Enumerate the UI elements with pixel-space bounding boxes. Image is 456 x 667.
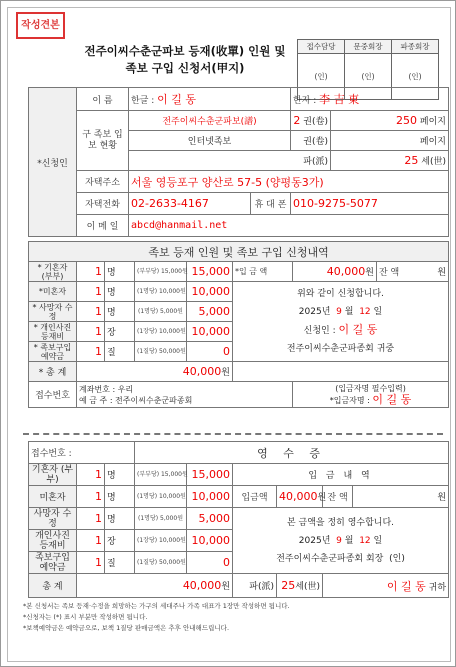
receipt-amount-photo[interactable]: 10,000 — [187, 530, 233, 552]
hanja-name-cell[interactable] — [291, 88, 449, 111]
detail-table — [28, 241, 449, 408]
applicant-table — [28, 87, 449, 237]
receipt-generation-unit: 세(世) — [295, 582, 321, 592]
mobile-value[interactable]: 010-9275-5077 — [291, 193, 449, 215]
receipt-number-label: 접수번호 — [29, 382, 77, 408]
detail-total-value: 40,000 — [182, 365, 222, 378]
receipt-unit-single: 명 — [105, 486, 135, 508]
receipt-qty-deceased[interactable]: 1 — [77, 508, 105, 530]
hangul-label: 한글 : — [131, 96, 155, 106]
title-line-2: 족보 구입 신청서(甲지) — [125, 61, 245, 75]
detail-amount-single[interactable]: 10,000 — [187, 282, 233, 302]
depositor-note: (입금자명 필수입력) — [335, 384, 406, 393]
detail-amount-photo[interactable]: 10,000 — [187, 322, 233, 342]
detail-amount-married[interactable]: 15,000 — [187, 262, 233, 282]
receipt-org-line — [235, 550, 446, 568]
volume-cell[interactable] — [291, 111, 331, 131]
account-cell — [77, 382, 293, 408]
signer-name: 이 길 동 — [338, 323, 378, 336]
application-statement: 위와 같이 신청합니다. — [297, 289, 384, 299]
internet-book-label[interactable]: 인터넷족보 — [129, 131, 291, 151]
detail-price-note-photo: (1장당) 10,000원 — [137, 327, 186, 335]
signer-label: 신청인 : — [303, 326, 336, 336]
receipt-unit-married: 명 — [105, 464, 135, 486]
deposit-won: 원 — [365, 268, 374, 278]
detail-price-note-deceased: (1명당) 5,000원 — [138, 307, 183, 315]
date-year-unit: 년 — [321, 307, 331, 317]
receipt-amount-reservation[interactable]: 0 — [187, 552, 233, 574]
detail-qty-photo[interactable]: 1 — [77, 322, 105, 342]
deposit-label: *입 금 액 — [233, 262, 293, 282]
title-line-1: 전주이씨수춘군파보 등재(收單) 인원 및 — [84, 44, 286, 58]
old-book-label: 구 족보 입보 현황 — [77, 111, 129, 171]
applicant-section-label: *신청인 — [29, 88, 77, 237]
receipt-qty-married[interactable]: 1 — [77, 464, 105, 486]
hangul-name-cell[interactable] — [129, 88, 291, 111]
receipt-amount-single[interactable]: 10,000 — [187, 486, 233, 508]
page-cell[interactable] — [331, 111, 449, 131]
generation-unit: 세(世) — [421, 157, 446, 167]
depositor-cell[interactable] — [293, 382, 449, 408]
detail-row-label-reservation: * 족보구입 예약금 — [29, 342, 77, 362]
receipt-qty-photo[interactable]: 1 — [77, 530, 105, 552]
signer-line — [235, 321, 446, 340]
approval-header-receipt: 접수담당 — [298, 40, 345, 54]
footnote-3: *보책예약금은 예약금으로, 보책 1질당 판매금액은 추후 안내해드립니다. — [23, 624, 230, 632]
receipt-name: 이 길 동 — [386, 579, 426, 593]
receipt-deposit-label: 입금액 — [233, 486, 277, 508]
form-title — [75, 43, 295, 77]
receipt-date — [235, 532, 446, 550]
date-year: 2025 — [298, 307, 322, 317]
receipt-unit-photo: 장 — [105, 530, 135, 552]
detail-unit-single: 명 — [105, 282, 135, 302]
receipt-price-note-single: (1명당) 10,000원 — [137, 492, 186, 500]
detail-header: 족보 등재 인원 및 족보 구입 신청내역 — [29, 242, 449, 262]
cut-line — [23, 433, 443, 435]
approval-header-chairman: 문중회장 — [345, 40, 392, 54]
receipt-table — [28, 441, 449, 598]
receipt-statement: 본 금액을 정히 영수합니다. — [286, 517, 395, 528]
receipt-deposit-won: 원 — [317, 493, 327, 503]
approval-seal-2: (인) — [345, 54, 392, 100]
detail-row-label-deceased: * 사망자 수 정 — [29, 302, 77, 322]
detail-amount-deceased[interactable]: 5,000 — [187, 302, 233, 322]
detail-qty-reservation[interactable]: 1 — [77, 342, 105, 362]
sample-stamp: 작성견본 — [16, 12, 65, 39]
detail-unit-deceased: 명 — [105, 302, 135, 322]
branch-prefix[interactable]: 파(派) — [129, 151, 331, 171]
page-value: 250 — [396, 114, 418, 127]
balance-label: 잔 액 — [379, 268, 400, 278]
generation-value: 25 — [404, 154, 419, 167]
account-number: 계좌번호 : 우리 — [79, 384, 134, 394]
receipt-generation-cell[interactable] — [277, 574, 323, 598]
receipt-statement-cell — [233, 508, 449, 574]
application-statement-cell — [233, 282, 449, 362]
volume-value: 2 — [293, 114, 301, 127]
receipt-row-label-reservation: 족보구입 예약금 — [29, 552, 77, 574]
date-day-unit: 일 — [373, 307, 383, 317]
receipt-price-note-married: (부부당) 15,000원 — [137, 470, 188, 478]
balance-won: 원 — [437, 268, 447, 278]
receipt-row-label-deceased: 사망자 수 정 — [29, 508, 77, 530]
receipt-deposit-header: 입 금 내 역 — [233, 464, 449, 486]
receipt-header: 영 수 증 — [135, 442, 449, 464]
detail-qty-deceased[interactable]: 1 — [77, 302, 105, 322]
detail-unit-married: 명 — [105, 262, 135, 282]
approval-header-branch: 파종회장 — [392, 40, 439, 54]
receipt-row-label-married: 기혼자 (부부) — [29, 464, 77, 486]
deposit-value: 40,000 — [326, 265, 366, 278]
detail-row-label-married: * 기혼자 (부부) — [29, 262, 77, 282]
detail-price-note-single: (1명당) 10,000원 — [137, 287, 186, 295]
receipt-balance-label: 잔 액 — [323, 486, 353, 508]
receipt-org: 전주이씨수춘군파종회 회장 — [276, 553, 384, 564]
receipt-date-month: 9 — [336, 535, 342, 546]
page2-cell[interactable]: 페이지 — [331, 131, 449, 151]
address-label: 자택주소 — [77, 171, 129, 193]
receipt-honorific: 귀하 — [428, 582, 447, 593]
receipt-amount-deceased[interactable]: 5,000 — [187, 508, 233, 530]
detail-price-note-reservation: (1질당) 50,000원 — [137, 347, 186, 355]
receipt-generation-value: 25 — [281, 579, 296, 592]
hanja-name: 李 吉 東 — [319, 93, 360, 106]
phone-value[interactable]: 02-2633-4167 — [129, 193, 251, 215]
detail-total-spacer — [233, 362, 449, 382]
receipt-name-cell[interactable] — [323, 574, 449, 598]
detail-unit-photo: 장 — [105, 322, 135, 342]
receipt-date-month-unit: 월 — [344, 535, 354, 546]
receipt-deposit-value: 40,000 — [279, 490, 318, 503]
date-day: 12 — [359, 307, 371, 317]
receipt-price-note-reservation: (1질당) 50,000원 — [137, 558, 186, 566]
detail-total-cell[interactable] — [77, 362, 233, 382]
detail-price-note-married: (부부당) 15,000원 — [137, 267, 188, 275]
receipt-total-label: 총 계 — [29, 574, 77, 598]
receipt-unit-deceased: 명 — [105, 508, 135, 530]
account-holder: 예 금 주 : 전주이씨수춘군파종회 — [79, 395, 193, 405]
detail-qty-married[interactable]: 1 — [77, 262, 105, 282]
detail-row-label-photo: * 개인사진 등재비 — [29, 322, 77, 342]
depositor-label: *입금자명 : — [329, 396, 370, 405]
date-month-unit: 월 — [344, 307, 354, 317]
footnote-1: *본 신청서는 족보 등재·수정을 희망하는 가구의 세대주나 가족 대표가 1장만 작성하면 됩니다. — [23, 602, 290, 610]
address-value[interactable]: 서울 영등포구 양산로 57-5 (양평동3가) — [129, 171, 449, 193]
detail-total-won: 원 — [221, 368, 230, 378]
receipt-total-cell[interactable] — [77, 574, 233, 598]
receipt-date-day-unit: 일 — [373, 535, 383, 546]
approval-seal-3: (인) — [392, 54, 439, 100]
depositor-name: 이 길 동 — [372, 393, 412, 406]
receipt-date-year-unit: 년 — [321, 535, 331, 546]
receipt-no-label: 접수번호 : — [29, 442, 135, 464]
volume2-cell[interactable]: 권(卷) — [291, 131, 331, 151]
receipt-seal: (인) — [389, 553, 405, 564]
balance-cell[interactable] — [377, 262, 449, 282]
hanja-label: 한자 : — [293, 96, 317, 106]
phone-label: 자택전화 — [77, 193, 129, 215]
receipt-date-day: 12 — [359, 535, 371, 546]
receipt-qty-single[interactable]: 1 — [77, 486, 105, 508]
approval-seal-1: (인) — [298, 54, 345, 100]
name-label: 이 름 — [77, 88, 129, 111]
volume-unit: 권(卷) — [303, 117, 328, 127]
receipt-row-label-photo: 개인사진 등재비 — [29, 530, 77, 552]
detail-amount-reservation[interactable]: 0 — [187, 342, 233, 362]
mobile-label: 휴 대 폰 — [251, 193, 291, 215]
page-unit: 페이지 — [419, 117, 446, 127]
receipt-branch-unit: 파(派) — [233, 574, 277, 598]
receipt-deposit-cell[interactable] — [277, 486, 327, 508]
generation-cell[interactable] — [331, 151, 449, 171]
detail-qty-single[interactable]: 1 — [77, 282, 105, 302]
receipt-unit-reservation: 질 — [105, 552, 135, 574]
receipt-qty-reservation[interactable]: 1 — [77, 552, 105, 574]
detail-total-label: * 총 계 — [29, 362, 77, 382]
receipt-price-note-photo: (1장당) 10,000원 — [137, 536, 186, 544]
receipt-row-label-single: 미혼자 — [29, 486, 77, 508]
hangul-name: 이 길 동 — [157, 93, 197, 106]
footnote-2: *신청자는 (*) 표시 부분만 작성하면 됩니다. — [23, 613, 148, 621]
application-date — [235, 303, 446, 321]
receipt-total-won: 원 — [221, 582, 231, 592]
email-label: 이 메 일 — [77, 215, 129, 237]
detail-unit-reservation: 질 — [105, 342, 135, 362]
email-value[interactable]: abcd@hanmail.net — [129, 215, 449, 237]
receipt-total-value: 40,000 — [182, 579, 222, 592]
org-line: 전주이씨수춘군파종회 귀중 — [286, 344, 395, 354]
book-name[interactable]: 전주이씨수춘군파보(譜) — [129, 111, 291, 131]
footnotes — [23, 601, 448, 634]
receipt-price-note-deceased: (1명당) 5,000원 — [138, 514, 183, 522]
date-month: 9 — [336, 307, 342, 317]
receipt-date-year: 2025 — [298, 535, 322, 546]
receipt-balance-won[interactable]: 원 — [353, 486, 449, 508]
deposit-cell[interactable] — [293, 262, 377, 282]
receipt-amount-married[interactable]: 15,000 — [187, 464, 233, 486]
detail-row-label-single: *미혼자 — [29, 282, 77, 302]
